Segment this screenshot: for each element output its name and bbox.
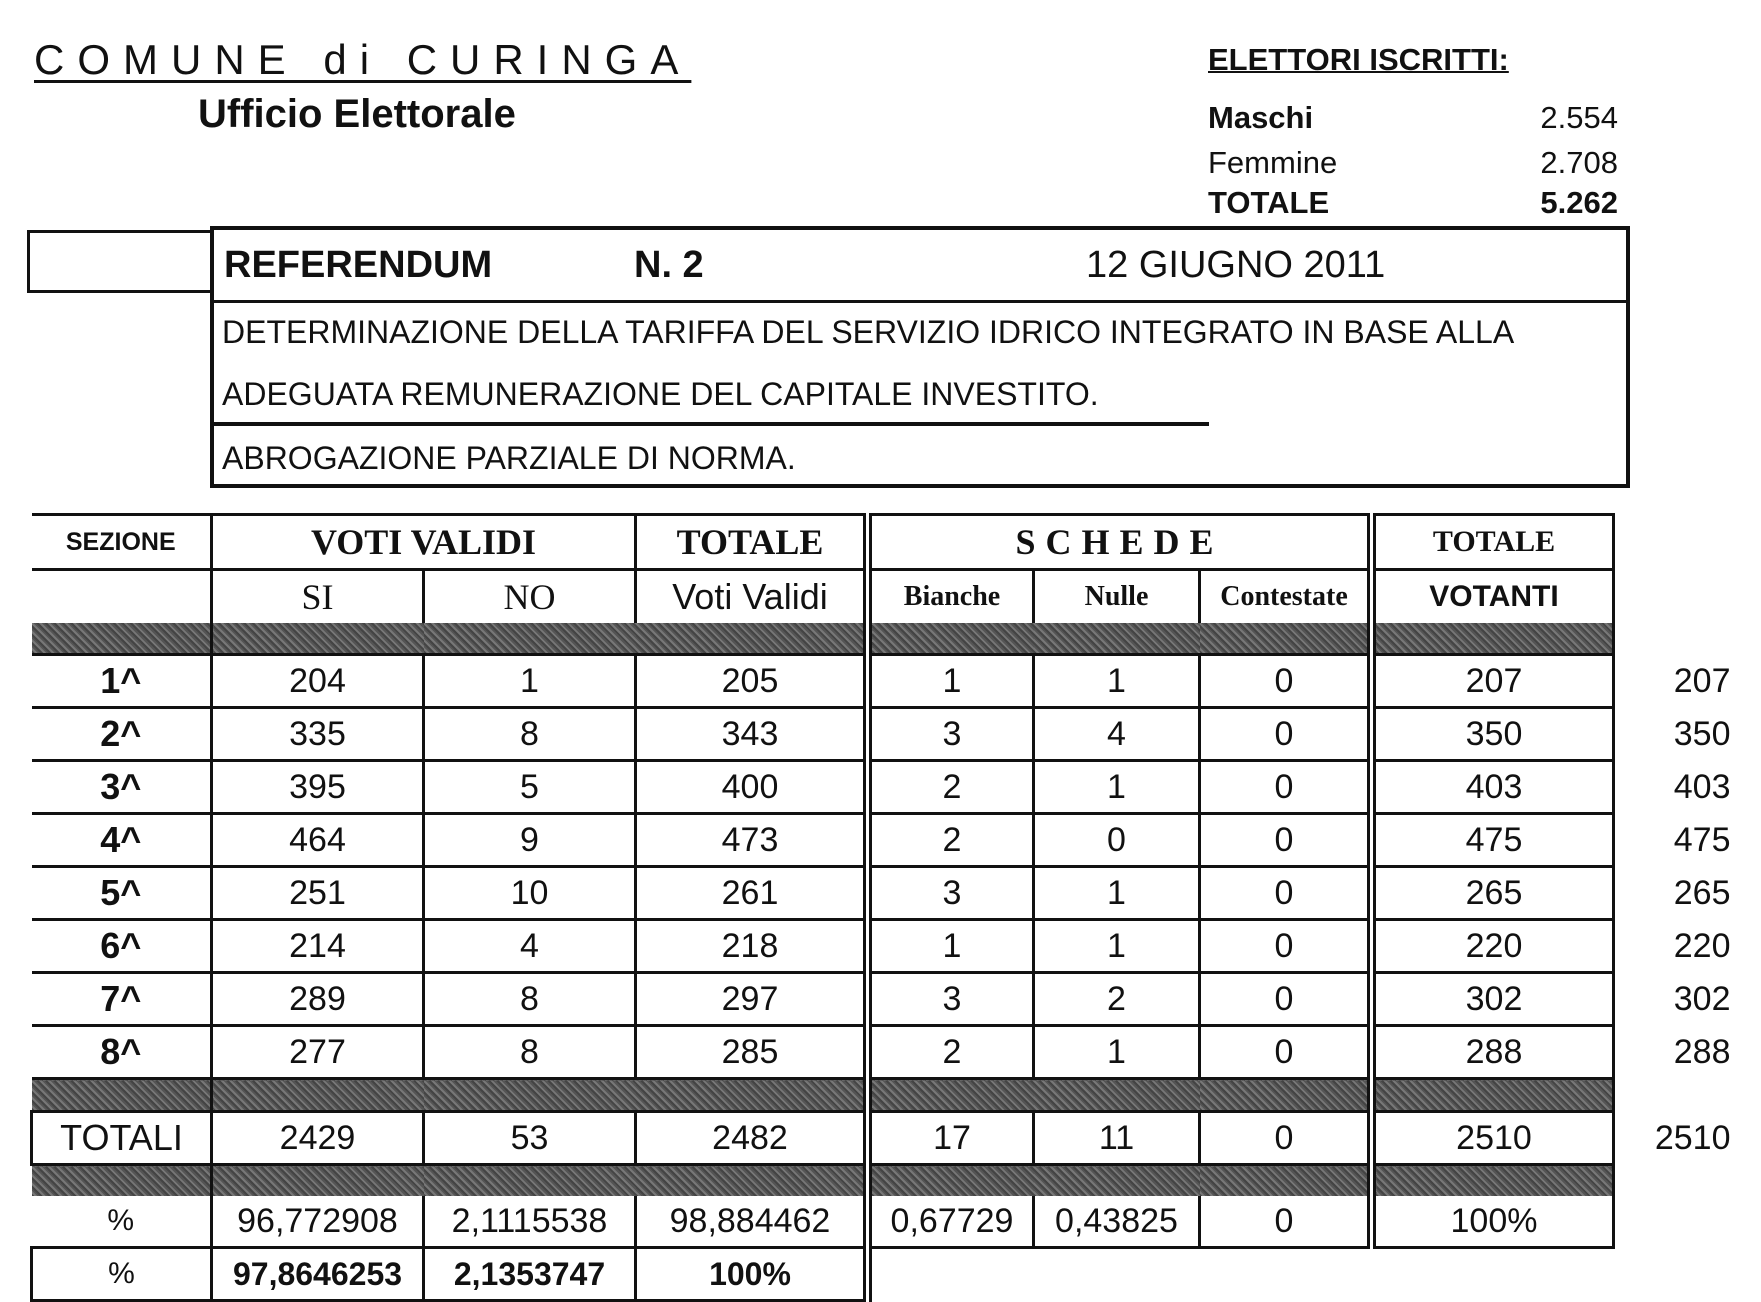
- bianche-cell: 2: [868, 814, 1034, 867]
- votanti-cell: 403: [1372, 761, 1614, 814]
- nulle-cell: 4: [1034, 708, 1200, 761]
- no-cell: 10: [424, 867, 636, 920]
- section-row: [32, 814, 1739, 867]
- gap-cell: [1200, 1248, 1372, 1301]
- referendum-label: REFERENDUM: [224, 244, 493, 286]
- gap-cell: [1614, 1079, 1739, 1112]
- totale-valid-cell: 218: [636, 920, 868, 973]
- shade-cell: [212, 623, 424, 655]
- percent-row-2: [32, 1248, 1739, 1301]
- shade-cell: [636, 623, 868, 655]
- shade-cell: [1200, 1165, 1372, 1197]
- section-row: [32, 708, 1739, 761]
- section-row: [32, 920, 1739, 973]
- si-cell: 289: [212, 973, 424, 1026]
- quesito-line-1: DETERMINAZIONE DELLA TARIFFA DEL SERVIZIO IDRICO INTEGRATO IN BASE ALLA: [222, 314, 1515, 350]
- section-row: [32, 1026, 1739, 1079]
- percent-label: %: [32, 1196, 212, 1248]
- section-row: [32, 761, 1739, 814]
- header-row-1: [32, 515, 1739, 570]
- totali-votanti: 2510: [1372, 1112, 1614, 1165]
- elettori-row-totale: [1208, 185, 1618, 221]
- header-schede: SCHEDE: [868, 515, 1372, 570]
- votanti-cell: 475: [1372, 814, 1614, 867]
- quesito-line-2: ADEGUATA REMUNERAZIONE DEL CAPITALE INVESTITO.: [222, 376, 1099, 412]
- shade-cell: [1034, 1165, 1200, 1197]
- shade-cell: [424, 623, 636, 655]
- contestate-cell: 0: [1200, 1026, 1372, 1079]
- gap-cell: [1614, 623, 1739, 655]
- no-cell: 8: [424, 1026, 636, 1079]
- votanti-cell: 207: [1372, 655, 1614, 708]
- nulle-cell: 1: [1034, 761, 1200, 814]
- si-cell: 395: [212, 761, 424, 814]
- elettori-label: TOTALE: [1208, 185, 1330, 220]
- totali-check: 2510: [1614, 1112, 1739, 1165]
- votanti-check-cell: 302: [1614, 973, 1739, 1026]
- elettori-value: 2.708: [1540, 145, 1618, 180]
- totali-no: 53: [424, 1112, 636, 1165]
- header-empty: [32, 570, 212, 624]
- header-votanti: VOTANTI: [1372, 570, 1614, 624]
- gap-cell: [1614, 570, 1739, 624]
- header-stub-box: [27, 230, 210, 293]
- gap-cell: [1372, 1248, 1614, 1301]
- totali-si: 2429: [212, 1112, 424, 1165]
- shade-cell: [1034, 623, 1200, 655]
- referendum-box: [210, 226, 1630, 488]
- header-sezione: SEZIONE: [32, 515, 212, 570]
- bianche-cell: 3: [868, 973, 1034, 1026]
- contestate-cell: 0: [1200, 761, 1372, 814]
- section-label: 6^: [32, 920, 212, 973]
- contestate-cell: 0: [1200, 655, 1372, 708]
- bianche-cell: 2: [868, 1026, 1034, 1079]
- si-cell: 251: [212, 867, 424, 920]
- shade-cell: [868, 1165, 1034, 1197]
- percent-no: 2,1115538: [424, 1196, 636, 1248]
- totali-nulle: 11: [1034, 1112, 1200, 1165]
- percent2-label: %: [32, 1248, 212, 1301]
- shade-cell: [1372, 1079, 1614, 1112]
- nulle-cell: 0: [1034, 814, 1200, 867]
- section-label: 8^: [32, 1026, 212, 1079]
- totale-valid-cell: 261: [636, 867, 868, 920]
- shade-cell: [1034, 1079, 1200, 1112]
- header-totale: TOTALE: [636, 515, 868, 570]
- votanti-check-cell: 288: [1614, 1026, 1739, 1079]
- header-row-2: [32, 570, 1739, 624]
- shade-cell: [212, 1079, 424, 1112]
- gap-cell: [1034, 1248, 1200, 1301]
- votanti-check-cell: 265: [1614, 867, 1739, 920]
- gap-cell: [1614, 515, 1739, 570]
- votanti-cell: 288: [1372, 1026, 1614, 1079]
- shade-cell: [1372, 1165, 1614, 1197]
- contestate-cell: 0: [1200, 708, 1372, 761]
- votanti-check-cell: 475: [1614, 814, 1739, 867]
- si-cell: 204: [212, 655, 424, 708]
- shade-cell: [1200, 623, 1372, 655]
- percent2-si: 97,8646253: [212, 1248, 424, 1301]
- section-label: 4^: [32, 814, 212, 867]
- elettori-row-femmine: [1208, 145, 1618, 181]
- votanti-cell: 302: [1372, 973, 1614, 1026]
- si-cell: 277: [212, 1026, 424, 1079]
- totale-valid-cell: 205: [636, 655, 868, 708]
- votanti-cell: 265: [1372, 867, 1614, 920]
- contestate-cell: 0: [1200, 867, 1372, 920]
- percent-nulle: 0,43825: [1034, 1196, 1200, 1248]
- shade-row: [32, 1165, 1739, 1197]
- comune-title: COMUNE di CURINGA: [34, 36, 692, 83]
- contestate-cell: 0: [1200, 973, 1372, 1026]
- totali-bianche: 17: [868, 1112, 1034, 1165]
- elettori-label: Femmine: [1208, 145, 1338, 180]
- totali-row: [32, 1112, 1739, 1165]
- percent2-tot: 100%: [636, 1248, 868, 1301]
- votanti-check-cell: 220: [1614, 920, 1739, 973]
- shade-cell: [868, 623, 1034, 655]
- referendum-date: 12 GIUGNO 2011: [1086, 244, 1386, 286]
- no-cell: 1: [424, 655, 636, 708]
- header-no: NO: [424, 570, 636, 624]
- percent-row-1: [32, 1196, 1739, 1248]
- nulle-cell: 2: [1034, 973, 1200, 1026]
- votanti-cell: 220: [1372, 920, 1614, 973]
- header-voti-validi-sub: Voti Validi: [636, 570, 868, 624]
- referendum-number: N. 2: [634, 244, 704, 286]
- section-row: [32, 973, 1739, 1026]
- shade-row: [32, 623, 1739, 655]
- nulle-cell: 1: [1034, 655, 1200, 708]
- bianche-cell: 1: [868, 920, 1034, 973]
- section-label: 5^: [32, 867, 212, 920]
- no-cell: 8: [424, 973, 636, 1026]
- elettori-value: 5.262: [1540, 185, 1618, 220]
- percent-bianche: 0,67729: [868, 1196, 1034, 1248]
- bianche-cell: 3: [868, 867, 1034, 920]
- percent-si: 96,772908: [212, 1196, 424, 1248]
- elettori-value: 2.554: [1540, 100, 1618, 135]
- si-cell: 335: [212, 708, 424, 761]
- votanti-check-cell: 350: [1614, 708, 1739, 761]
- shade-cell: [32, 623, 212, 655]
- section-row: [32, 867, 1739, 920]
- bianche-cell: 1: [868, 655, 1034, 708]
- shade-cell: [424, 1079, 636, 1112]
- gap-cell: [1614, 1196, 1739, 1248]
- totale-valid-cell: 473: [636, 814, 868, 867]
- totali-cont: 0: [1200, 1112, 1372, 1165]
- totale-valid-cell: 400: [636, 761, 868, 814]
- votanti-check-cell: 207: [1614, 655, 1739, 708]
- shade-cell: [32, 1165, 212, 1197]
- header-bianche: Bianche: [868, 570, 1034, 624]
- totali-tot: 2482: [636, 1112, 868, 1165]
- contestate-cell: 0: [1200, 814, 1372, 867]
- header-voti-validi: VOTI VALIDI: [212, 515, 636, 570]
- elettori-row-maschi: [1208, 100, 1618, 136]
- totali-label: TOTALI: [32, 1112, 212, 1165]
- gap-cell: [868, 1248, 1034, 1301]
- shade-cell: [32, 1079, 212, 1112]
- shade-cell: [1200, 1079, 1372, 1112]
- shade-cell: [1372, 623, 1614, 655]
- results-table: [30, 513, 1740, 1302]
- shade-row: [32, 1079, 1739, 1112]
- bianche-cell: 3: [868, 708, 1034, 761]
- section-label: 3^: [32, 761, 212, 814]
- referendum-header: [214, 230, 1626, 303]
- shade-cell: [212, 1165, 424, 1197]
- shade-cell: [868, 1079, 1034, 1112]
- shade-cell: [636, 1079, 868, 1112]
- percent-cont: 0: [1200, 1196, 1372, 1248]
- section-label: 1^: [32, 655, 212, 708]
- no-cell: 9: [424, 814, 636, 867]
- header-totale-votanti: TOTALE: [1372, 515, 1614, 570]
- ufficio-subtitle: Ufficio Elettorale: [198, 92, 516, 136]
- header-nulle: Nulle: [1034, 570, 1200, 624]
- totale-valid-cell: 297: [636, 973, 868, 1026]
- contestate-cell: 0: [1200, 920, 1372, 973]
- elettori-title: ELETTORI ISCRITTI:: [1208, 42, 1509, 77]
- totale-valid-cell: 285: [636, 1026, 868, 1079]
- nulle-cell: 1: [1034, 867, 1200, 920]
- votanti-check-cell: 403: [1614, 761, 1739, 814]
- quesito-line-3: ABROGAZIONE PARZIALE DI NORMA.: [222, 440, 796, 476]
- totale-valid-cell: 343: [636, 708, 868, 761]
- gap-cell: [1614, 1248, 1739, 1301]
- shade-cell: [424, 1165, 636, 1197]
- bianche-cell: 2: [868, 761, 1034, 814]
- section-label: 2^: [32, 708, 212, 761]
- section-label: 7^: [32, 973, 212, 1026]
- elettori-label: Maschi: [1208, 100, 1314, 135]
- si-cell: 214: [212, 920, 424, 973]
- nulle-cell: 1: [1034, 1026, 1200, 1079]
- no-cell: 5: [424, 761, 636, 814]
- percent-tot: 98,884462: [636, 1196, 868, 1248]
- votanti-cell: 350: [1372, 708, 1614, 761]
- nulle-cell: 1: [1034, 920, 1200, 973]
- header-si: SI: [212, 570, 424, 624]
- percent2-no: 2,1353747: [424, 1248, 636, 1301]
- quesito-underline: [214, 422, 1209, 426]
- header-contestate: Contestate: [1200, 570, 1372, 624]
- no-cell: 4: [424, 920, 636, 973]
- gap-cell: [1614, 1165, 1739, 1197]
- no-cell: 8: [424, 708, 636, 761]
- si-cell: 464: [212, 814, 424, 867]
- shade-cell: [636, 1165, 868, 1197]
- section-row: [32, 655, 1739, 708]
- percent-votanti: 100%: [1372, 1196, 1614, 1248]
